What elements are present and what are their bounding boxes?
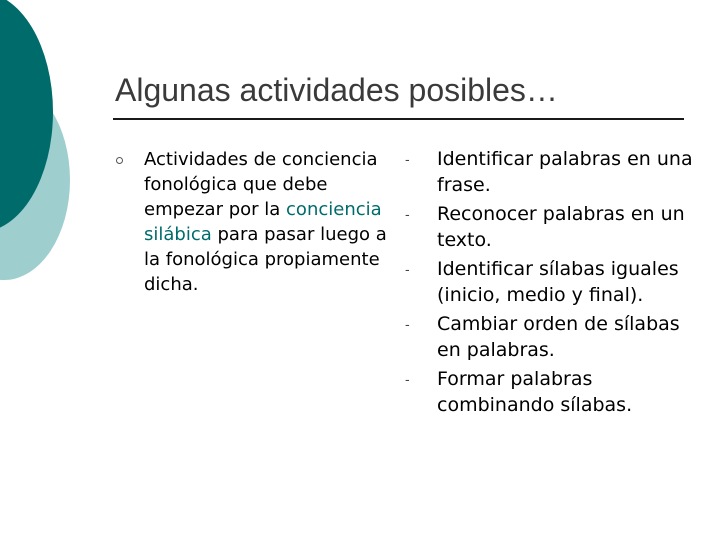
dash-bullet-icon: - [405, 153, 410, 168]
left-bullet-text [144, 147, 389, 297]
activity-item-text: Cambiar orden de sílabas en palabras. [437, 313, 680, 361]
activity-item-text: Formar palabras combinando sílabas. [437, 368, 633, 416]
ring-bullet-icon [116, 157, 123, 164]
activity-item-text: Identificar palabras en una frase. [437, 148, 693, 196]
activity-item [405, 367, 705, 418]
activity-item-text: Reconocer palabras en un texto. [437, 203, 685, 251]
highlighted-term: conciencia silábica [144, 199, 382, 245]
activity-item [405, 202, 705, 253]
activity-item [405, 257, 705, 308]
left-bullet-text-part2: para pasar luego a la fonológica propiamente dicha. [144, 224, 387, 295]
activity-item [405, 312, 705, 363]
activity-list [405, 147, 705, 422]
dash-bullet-icon: - [405, 263, 410, 278]
dash-bullet-icon: - [405, 318, 410, 333]
activity-item [405, 147, 705, 198]
left-bullet-text-part1: Actividades de conciencia fonológica que debe empezar por la [144, 149, 378, 220]
dash-bullet-icon: - [405, 208, 410, 223]
title-underline [113, 118, 684, 120]
activity-item-text: Identificar sílabas iguales (inicio, medio y final). [437, 258, 679, 306]
slide-title: Algunas actividades posibles… [115, 72, 558, 108]
dash-bullet-icon: - [405, 373, 410, 388]
